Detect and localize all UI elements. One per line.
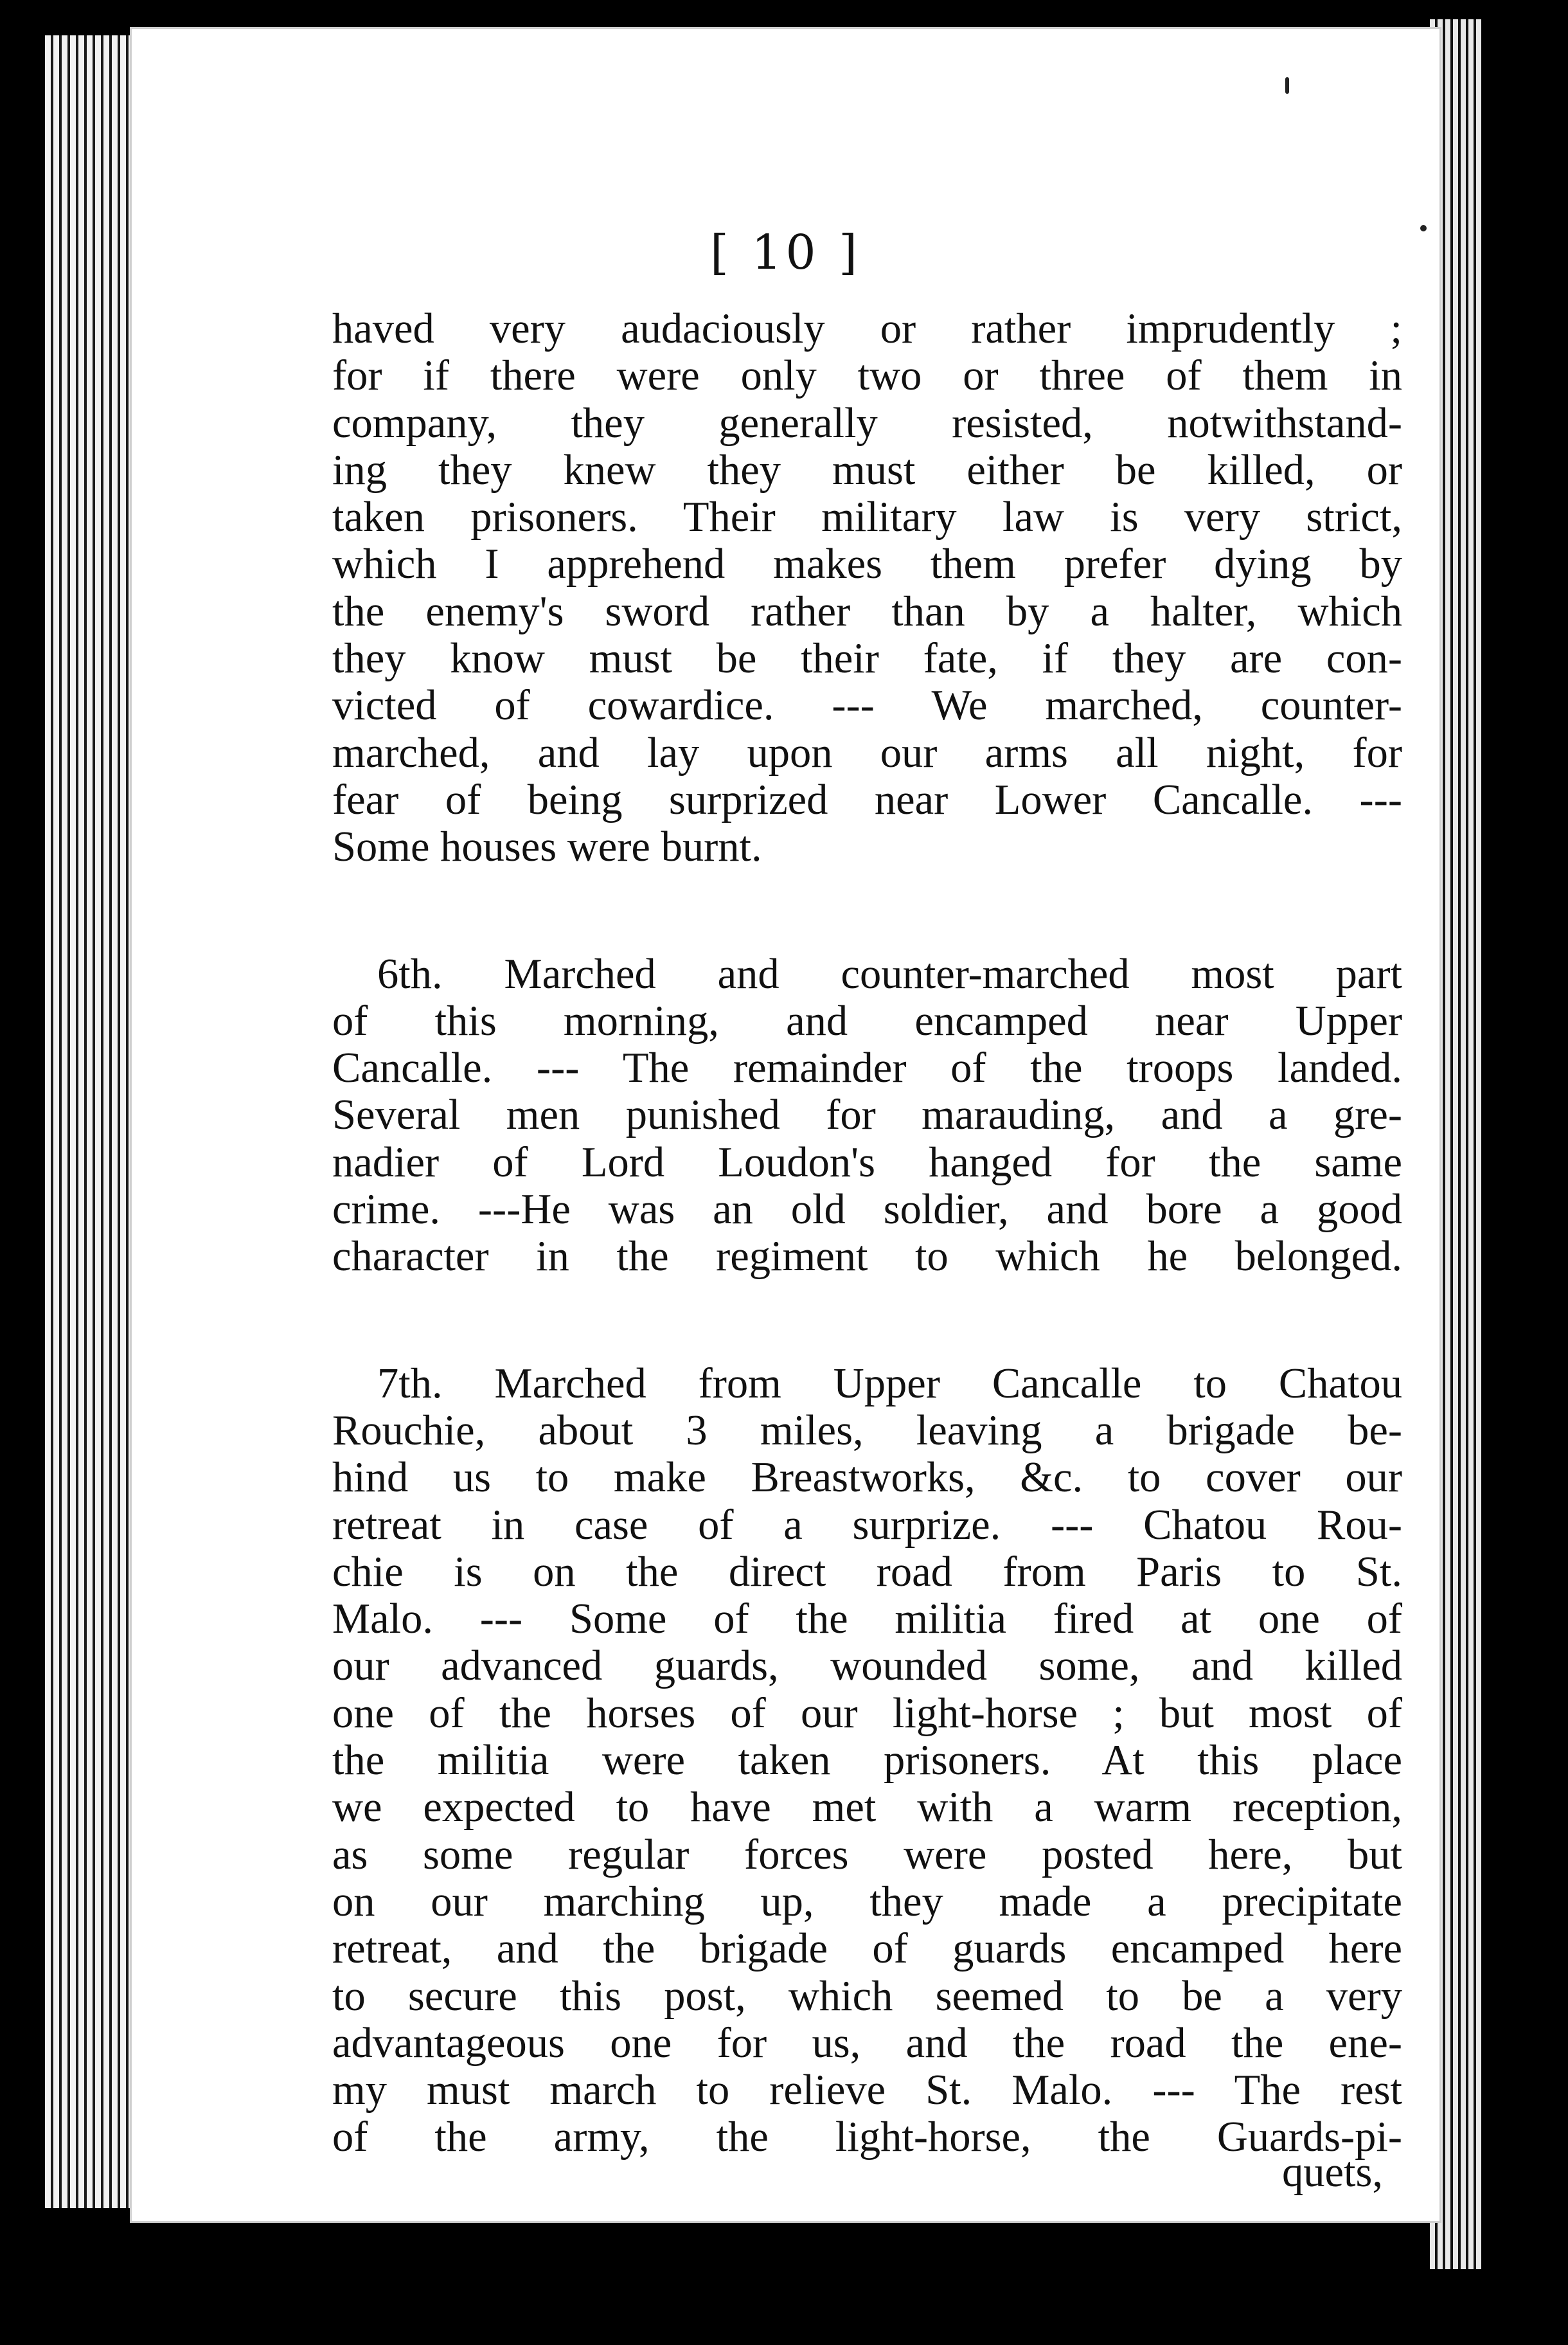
page-number: [ 10 ] [710, 225, 861, 280]
paragraph-2 [332, 951, 1402, 1280]
text-line: company, they generally resisted, notwithstand- [332, 399, 1402, 447]
text-line: nadier of Lord Loudon's hanged for the same [332, 1138, 1402, 1186]
text-line: ing they knew they must either be killed, or [332, 446, 1402, 494]
text-line: haved very audaciously or rather imprudently ; [332, 305, 1402, 352]
body-text [332, 305, 1402, 2161]
text-line: character in the regiment to which he belonged. [332, 1233, 1402, 1280]
text-line: retreat in case of a surprize. --- Chatou Rou- [332, 1501, 1402, 1549]
paragraph-gap [332, 871, 1402, 951]
text-line: Cancalle. --- The remainder of the troops landed. [332, 1045, 1402, 1092]
catchword: quets, [1282, 2149, 1383, 2196]
text-line: the enemy's sword rather than by a halter, which [332, 588, 1402, 635]
paragraph-gap [332, 1280, 1402, 1360]
text-line: victed of cowardice. --- We marched, counter- [332, 682, 1402, 730]
text-line: taken prisoners. Their military law is very strict, [332, 494, 1402, 541]
text-line: fear of being surprized near Lower Cancalle. --- [332, 776, 1402, 823]
text-line: of this morning, and encamped near Upper [332, 997, 1402, 1045]
book-page [132, 29, 1439, 2221]
scan-speck [1420, 225, 1427, 231]
text-line: as some regular forces were posted here, but [332, 1831, 1402, 1878]
text-line: 7th. Marched from Upper Cancalle to Chatou [377, 1360, 1402, 1407]
text-line: one of the horses of our light-horse ; but most of [332, 1689, 1402, 1737]
text-line: Several men punished for marauding, and a gre- [332, 1092, 1402, 1139]
paragraph-3 [332, 1360, 1402, 2161]
text-line: of the army, the light-horse, the Guards-pi- [332, 2114, 1402, 2161]
text-line: hind us to make Breastworks, &c. to cover our [332, 1454, 1402, 1502]
text-line: on our marching up, they made a precipitate [332, 1878, 1402, 1925]
text-line: marched, and lay upon our arms all night, for [332, 729, 1402, 777]
text-line: Malo. --- Some of the militia fired at one of [332, 1595, 1402, 1643]
text-line: Some houses were burnt. [332, 823, 762, 871]
text-line: advantageous one for us, and the road the ene- [332, 2019, 1402, 2067]
book-page-edges-left [45, 35, 141, 2208]
text-line: for if there were only two or three of them in [332, 352, 1402, 400]
paragraph-1 [332, 305, 1402, 871]
text-line: chie is on the direct road from Paris to St. [332, 1548, 1402, 1595]
text-line: 6th. Marched and counter-marched most part [377, 950, 1402, 998]
scan-speck [1285, 77, 1289, 94]
text-line: they know must be their fate, if they are con- [332, 635, 1402, 683]
text-line: Rouchie, about 3 miles, leaving a brigade be- [332, 1406, 1402, 1454]
text-line: crime. ---He was an old soldier, and bore a good [332, 1186, 1402, 1234]
text-line: my must march to relieve St. Malo. --- The rest [332, 2067, 1402, 2114]
text-line: we expected to have met with a warm reception, [332, 1784, 1402, 1831]
text-line: retreat, and the brigade of guards encamped here [332, 1925, 1402, 1973]
text-line: the militia were taken prisoners. At this place [332, 1737, 1402, 1784]
text-line: our advanced guards, wounded some, and killed [332, 1642, 1402, 1690]
text-line: which I apprehend makes them prefer dying by [332, 541, 1402, 588]
text-line: to secure this post, which seemed to be a very [332, 1972, 1402, 2020]
